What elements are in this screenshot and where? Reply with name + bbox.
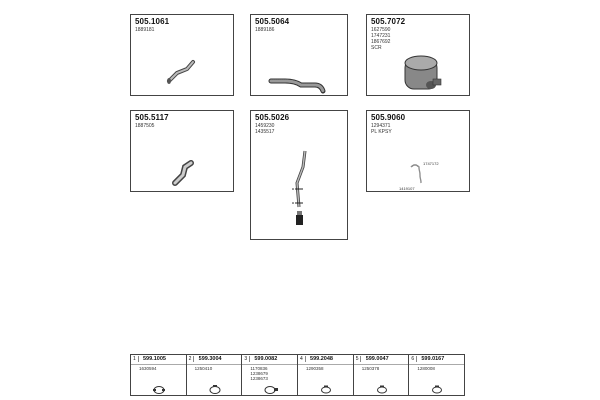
part-card[interactable] [250, 14, 348, 96]
clamp-drawing [242, 355, 298, 397]
clamp-reference: 1238679 [250, 371, 268, 376]
clamp-part-number: 599.0082 [254, 356, 278, 362]
clamp-cell[interactable] [409, 355, 464, 395]
part-reference: 1459230 [255, 123, 275, 129]
clamp-strip [130, 354, 465, 396]
silencer-drawing [367, 15, 471, 97]
clamp-index: 5 [356, 356, 362, 362]
clamp-index: 2 [189, 356, 195, 362]
part-number: 505.9060 [371, 113, 406, 122]
clamp-drawing [409, 355, 465, 397]
callout-label: 1747172 [423, 161, 439, 166]
part-reference: 1435517 [255, 129, 275, 135]
clamp-index: 4 [300, 356, 306, 362]
clamp-index: 3 [244, 356, 250, 362]
part-card[interactable] [130, 14, 234, 96]
clamp-reference: 1280008 [417, 366, 435, 371]
part-reference: 1294371 [371, 123, 391, 129]
part-number: 505.5117 [135, 113, 169, 122]
clamp-cell[interactable] [131, 355, 187, 395]
clamp-drawing [187, 355, 243, 397]
part-reference: SCR [371, 45, 382, 51]
part-reference: 1627590 [371, 27, 391, 33]
clamp-reference: 1238673 [250, 376, 268, 381]
exhaust-pipe-drawing [131, 15, 235, 97]
clamp-part-number: 599.2048 [310, 356, 333, 362]
part-reference: 1887505 [135, 123, 155, 129]
clamp-reference: 1250378 [361, 366, 380, 371]
tailpipe-drawing [367, 111, 471, 193]
clamp-part-number: 599.0047 [365, 356, 389, 362]
part-card[interactable] [250, 110, 348, 240]
clamp-drawing [354, 355, 410, 397]
clamp-index: 6 [411, 356, 417, 362]
clamp-index: 1 [133, 356, 139, 362]
clamp-part-number: 599.0167 [421, 356, 445, 362]
callout-label: 1419107 [399, 186, 415, 191]
part-reference: 1747231 [371, 33, 391, 39]
flex-pipe-drawing [251, 15, 349, 97]
part-reference: 1889181 [135, 27, 155, 33]
clamp-part-number: 599.3004 [198, 356, 222, 362]
part-number: 505.7072 [371, 17, 406, 26]
clamp-drawing [131, 355, 187, 397]
exhaust-assembly-drawing [251, 111, 349, 241]
bend-pipe-drawing [131, 111, 235, 193]
clamp-reference: 1290358 [306, 366, 324, 371]
part-number: 505.5026 [255, 113, 290, 122]
part-card[interactable] [366, 110, 470, 192]
clamp-drawing [298, 355, 354, 397]
clamp-cell[interactable] [354, 355, 410, 395]
part-reference: 1889186 [255, 27, 275, 33]
clamp-cell[interactable] [298, 355, 354, 395]
clamp-reference: 1630594 [139, 366, 157, 371]
part-number: 505.1061 [135, 17, 170, 26]
part-card[interactable] [366, 14, 470, 96]
clamp-part-number: 599.1005 [143, 356, 166, 362]
clamp-reference: 1250410 [194, 366, 213, 371]
clamp-cell[interactable] [242, 355, 298, 395]
part-reference: 1867692 [371, 39, 391, 45]
clamp-reference: 1170836 [250, 366, 268, 371]
part-card[interactable] [130, 110, 234, 192]
clamp-cell[interactable] [187, 355, 243, 395]
part-reference: PL KPSY [371, 129, 392, 135]
part-number: 505.5064 [255, 17, 290, 26]
